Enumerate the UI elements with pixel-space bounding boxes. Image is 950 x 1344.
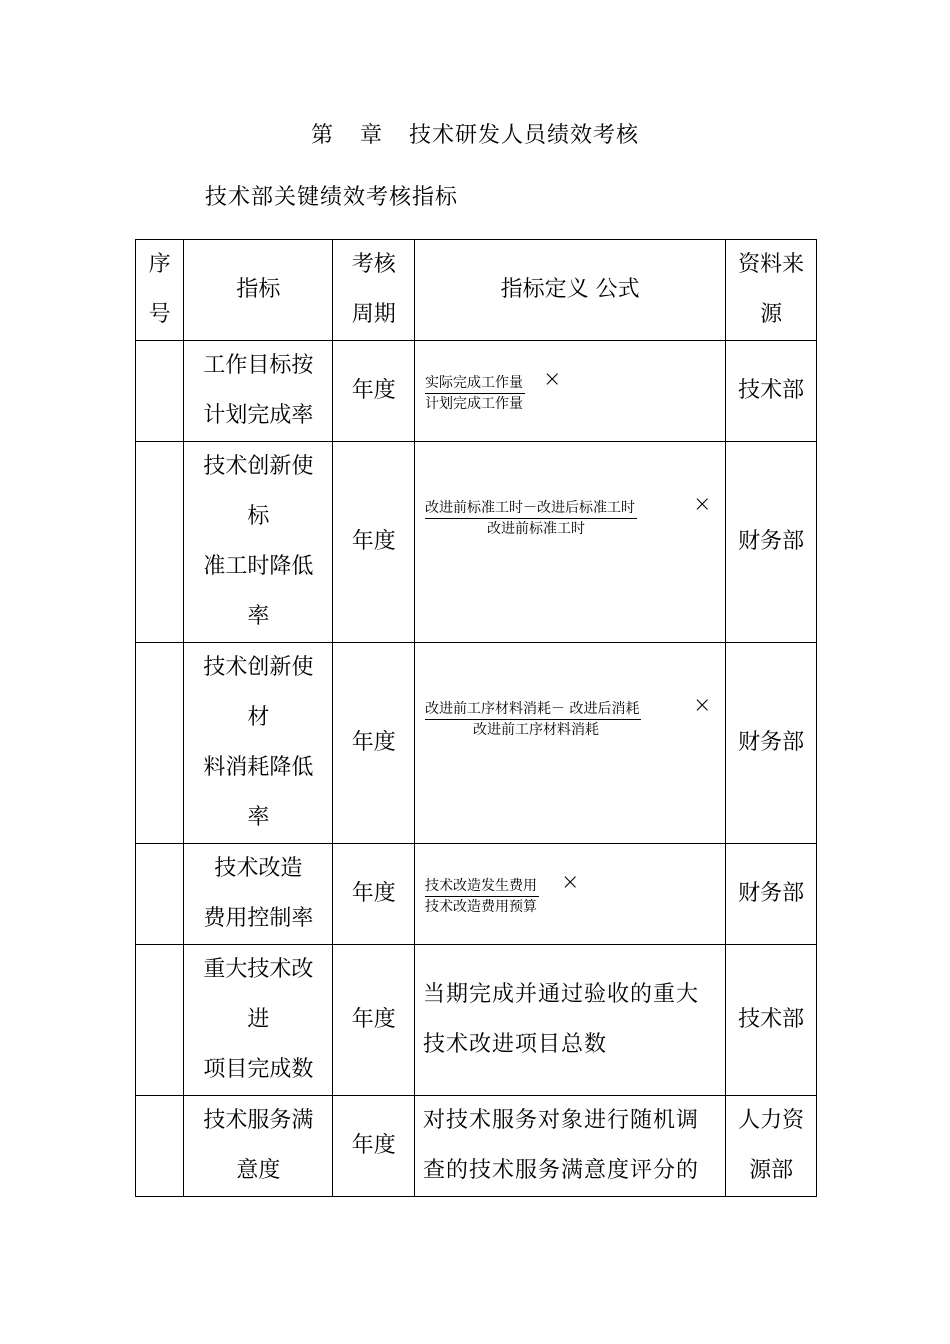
row-period: 年度 [333, 1096, 415, 1197]
row-source: 技术部 [726, 945, 817, 1096]
table-row [136, 844, 817, 945]
kpi-table [135, 239, 817, 1197]
table-row [136, 643, 817, 844]
row-indicator: 技术创新使 材 料消耗降低 率 [184, 643, 333, 844]
row-source: 财务部 [726, 844, 817, 945]
multiply-icon: × [543, 367, 562, 392]
table-row [136, 1096, 817, 1197]
row-no [136, 1096, 184, 1197]
formula-numerator: 技术改造发生费用 [425, 876, 539, 897]
formula-numerator: 改进前标准工时－改进后标准工时 [425, 498, 637, 519]
header-source: 资料来 源 [726, 240, 817, 341]
row-source: 技术部 [726, 341, 817, 442]
row-indicator: 技术创新使 标 准工时降低 率 [184, 442, 333, 643]
row-source: 财务部 [726, 643, 817, 844]
row-indicator: 技术改造 费用控制率 [184, 844, 333, 945]
row-no [136, 341, 184, 442]
row-no [136, 945, 184, 1096]
table-row [136, 341, 817, 442]
row-indicator: 工作目标按 计划完成率 [184, 341, 333, 442]
row-period: 年度 [333, 643, 415, 844]
table-row [136, 945, 817, 1096]
row-no [136, 844, 184, 945]
header-period: 考核 周期 [333, 240, 415, 341]
row-formula [415, 442, 726, 643]
table-header-row [136, 240, 817, 341]
row-formula [415, 844, 726, 945]
row-definition: 当期完成并通过验收的重大 技术改进项目总数 [415, 945, 726, 1096]
section-title: 技术部关键绩效考核指标 [205, 185, 459, 210]
header-indicator: 指标 [184, 240, 333, 341]
multiply-icon: × [561, 870, 580, 895]
formula-denominator: 计划完成工作量 [425, 396, 524, 412]
formula-denominator: 改进前标准工时 [487, 521, 586, 537]
multiply-icon: × [693, 492, 712, 517]
row-formula [415, 643, 726, 844]
header-definition: 指标定义 公式 [415, 240, 726, 341]
row-formula [415, 341, 726, 442]
row-no [136, 643, 184, 844]
formula-denominator: 技术改造费用预算 [425, 899, 538, 915]
row-no [136, 442, 184, 643]
row-source: 人力资 源部 [726, 1096, 817, 1197]
chapter-title-suffix: 章 [359, 123, 383, 148]
row-period: 年度 [333, 945, 415, 1096]
row-period: 年度 [333, 341, 415, 442]
row-period: 年度 [333, 844, 415, 945]
chapter-title [0, 118, 950, 149]
chapter-title-prefix: 第 [310, 123, 334, 148]
row-period: 年度 [333, 442, 415, 643]
formula-numerator: 改进前工序材料消耗－ 改进后消耗 [425, 699, 641, 720]
row-indicator: 技术服务满 意度 [184, 1096, 333, 1197]
chapter-title-text: 技术研发人员绩效考核 [409, 123, 640, 148]
header-no: 序 号 [136, 240, 184, 341]
formula-denominator: 改进前工序材料消耗 [473, 722, 600, 738]
row-indicator: 重大技术改 进 项目完成数 [184, 945, 333, 1096]
formula-numerator: 实际完成工作量 [425, 373, 525, 394]
table-row [136, 442, 817, 643]
multiply-icon: × [693, 693, 712, 718]
row-definition: 对技术服务对象进行随机调 查的技术服务满意度评分的 [415, 1096, 726, 1197]
row-source: 财务部 [726, 442, 817, 643]
